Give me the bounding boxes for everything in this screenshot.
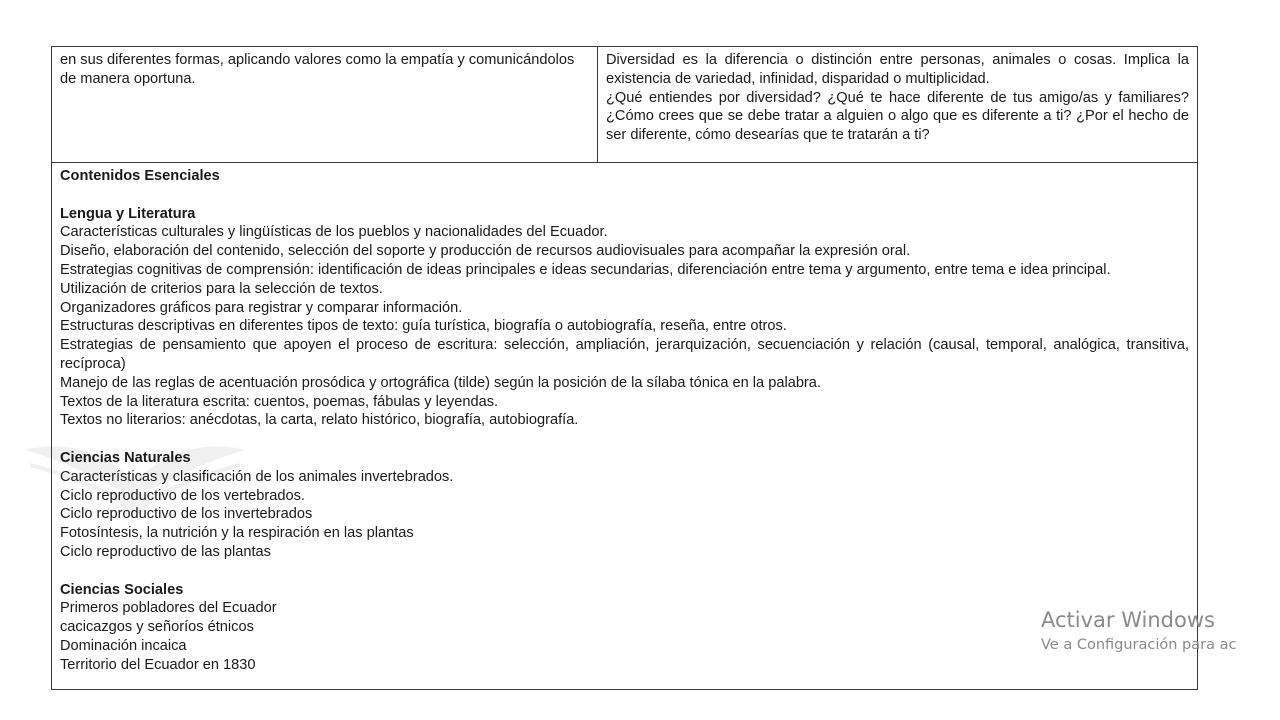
list-item: cacicazgos y señoríos étnicos bbox=[60, 619, 254, 636]
curriculum-table bbox=[51, 46, 1198, 690]
watermark-title: Activar Windows bbox=[1041, 608, 1215, 632]
list-item: Características culturales y lingüísticas de los pueblos y nacionalidades del Ecuador. bbox=[60, 224, 608, 241]
skills-text: en sus diferentes formas, aplicando valores como la empatía y comunicándolos de manera oportuna. bbox=[60, 52, 575, 87]
list-item: Textos de la literatura escrita: cuentos, poemas, fábulas y leyendas. bbox=[60, 393, 499, 410]
essential-contents-title: Contenidos Esenciales bbox=[60, 168, 220, 184]
list-item: Manejo de las reglas de acentuación prosódica y ortográfica (tilde) según la posición de la sílaba tónica en la palabra. bbox=[60, 374, 821, 391]
list-item: Territorio del Ecuador en 1830 bbox=[60, 656, 256, 673]
list-item: Utilización de criterios para la selección de textos. bbox=[60, 280, 383, 297]
activation-watermark bbox=[1041, 606, 1236, 656]
list-item: Estrategias cognitivas de comprensión: identificación de ideas principales e ideas secundarias, diferenciación entre tema y argumento, entre tema e idea principal. bbox=[60, 261, 1111, 278]
diversity-definition: Diversidad es la diferencia o distinción entre personas, animales o cosas. Implica la existencia de variedad, infinidad, disparidad o multiplicidad. bbox=[606, 52, 1189, 87]
watermark-subtitle: Ve a Configuración para ac bbox=[1041, 637, 1237, 653]
list-item: Dominación incaica bbox=[60, 637, 187, 654]
list-item: Organizadores gráficos para registrar y comparar información. bbox=[60, 299, 463, 316]
skills-cell bbox=[52, 47, 598, 162]
sociales-heading: Ciencias Sociales bbox=[60, 581, 184, 598]
list-item: Textos no literarios: anécdotas, la carta, relato histórico, biografía, autobiografía. bbox=[60, 412, 579, 429]
list-item: Ciclo reproductivo de los invertebrados bbox=[60, 506, 313, 523]
list-item: Ciclo reproductivo de los vertebrados. bbox=[60, 487, 305, 504]
diversity-cell bbox=[598, 47, 1197, 162]
diversity-questions: ¿Qué entiendes por diversidad? ¿Qué te hace diferente de tus amigo/as y familiares? ¿Cómo crees que se debe tratar a alguien o algo que es diferente a ti? ¿Por el hecho de ser diferente, cómo desearías que te tratarán a ti? bbox=[606, 89, 1189, 144]
list-item: Estrategias de pensamiento que apoyen el proceso de escritura: selección, ampliación, jerarquización, secuenciación y relación (causal, temporal, analógica, transitiva, recíproca) bbox=[60, 337, 1189, 372]
list-item: Primeros pobladores del Ecuador bbox=[60, 600, 277, 617]
list-item: Fotosíntesis, la nutrición y la respiración en las plantas bbox=[60, 525, 414, 542]
table-top-row bbox=[52, 47, 1197, 163]
list-item: Diseño, elaboración del contenido, selección del soporte y producción de recursos audiovisuales para acompañar la expresión oral. bbox=[60, 243, 911, 260]
list-item: Características y clasificación de los animales invertebrados. bbox=[60, 468, 454, 485]
naturales-heading: Ciencias Naturales bbox=[60, 449, 191, 466]
lengua-heading: Lengua y Literatura bbox=[60, 205, 196, 222]
list-item: Estructuras descriptivas en diferentes tipos de texto: guía turística, biografía o autobiografía, reseña, entre otros. bbox=[60, 318, 787, 335]
essential-contents-cell bbox=[52, 163, 1197, 679]
list-item: Ciclo reproductivo de las plantas bbox=[60, 543, 271, 560]
